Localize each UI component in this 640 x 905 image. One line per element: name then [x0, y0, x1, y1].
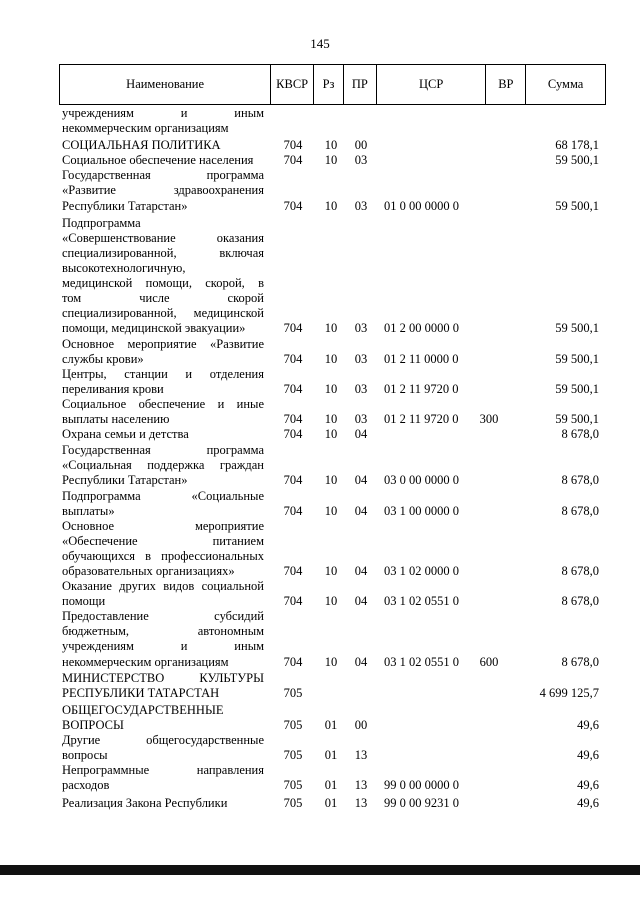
row-name-line: Республики Татарстан»	[62, 473, 188, 488]
cell-sum: 8 678,0	[561, 654, 599, 669]
cell-pr	[351, 686, 371, 700]
header-vr: ВР	[486, 65, 526, 104]
cell-pr: 04	[354, 503, 368, 518]
scan-edge-bar	[0, 865, 640, 875]
cell-kvsr: 704	[283, 503, 303, 518]
cell-sum: 8 678,0	[561, 427, 599, 442]
cell-pr	[351, 121, 371, 135]
row-name-line: высокотехнологичную,	[62, 260, 186, 275]
cell-vr	[478, 138, 500, 152]
cell-rz: 10	[324, 351, 338, 366]
cell-vr	[478, 594, 500, 608]
cell-csr: 01 2 00 0000 0	[384, 321, 459, 336]
row-name-line: Республики Татарстан»	[62, 198, 188, 213]
header-kvsr: КВСР	[271, 65, 314, 104]
row-name	[62, 106, 264, 136]
row-name	[62, 763, 264, 793]
cell-rz: 10	[324, 381, 338, 396]
page-number: 145	[310, 36, 330, 51]
row-name-line: ОБЩЕГОСУДАРСТВЕННЫЕ	[62, 702, 224, 717]
row-name	[62, 671, 264, 701]
row-name-line: помощи, медицинской эвакуации»	[62, 321, 246, 336]
cell-csr	[384, 138, 464, 152]
row-name-line: обучающихся в профессиональных	[62, 548, 264, 563]
row-name-line: Основное мероприятие «Развитие	[62, 336, 264, 351]
cell-kvsr: 704	[283, 198, 303, 213]
row-name	[62, 168, 264, 213]
cell-kvsr: 705	[283, 795, 303, 810]
cell-pr: 00	[354, 138, 368, 153]
row-name-line: Реализация Закона Республики	[62, 795, 228, 810]
cell-vr	[478, 121, 500, 135]
row-name-line: расходов	[62, 778, 110, 793]
cell-sum: 59 500,1	[555, 198, 599, 213]
cell-sum	[500, 121, 599, 135]
cell-pr: 03	[354, 381, 368, 396]
cell-rz: 10	[324, 138, 338, 153]
row-name-line: СОЦИАЛЬНАЯ ПОЛИТИКА	[62, 138, 221, 153]
row-name-line: том числе скорой	[62, 291, 264, 306]
row-name-line: вопросы	[62, 748, 108, 763]
cell-vr	[478, 321, 500, 335]
row-name-line: Непрограммные направления	[62, 763, 264, 778]
row-name	[62, 579, 264, 609]
cell-vr	[478, 427, 500, 441]
cell-vr	[478, 504, 500, 518]
row-name	[62, 153, 264, 168]
cell-kvsr: 704	[283, 321, 303, 336]
row-name	[62, 427, 264, 442]
row-name-line: РЕСПУБЛИКИ ТАТАРСТАН	[62, 685, 220, 700]
row-name-line: помощи	[62, 594, 106, 609]
row-name	[62, 489, 264, 519]
row-name	[62, 138, 264, 153]
row-name-line: «Обеспечение питанием	[62, 533, 264, 548]
cell-csr	[384, 427, 464, 441]
row-name-line: Социальное обеспечение и иные	[62, 396, 264, 411]
cell-rz: 10	[324, 198, 338, 213]
cell-vr	[478, 748, 500, 762]
row-name-line: Государственная программа	[62, 168, 264, 183]
cell-rz	[322, 121, 340, 135]
header-rz: Рз	[314, 65, 344, 104]
cell-csr	[384, 153, 464, 167]
cell-kvsr: 705	[283, 685, 303, 700]
row-name	[62, 367, 264, 397]
cell-sum: 49,6	[577, 778, 599, 793]
cell-csr: 03 1 02 0000 0	[384, 563, 459, 578]
row-name-line: Предоставление субсидий	[62, 609, 264, 624]
cell-vr: 300	[479, 411, 499, 426]
cell-kvsr: 704	[283, 594, 303, 609]
cell-kvsr: 704	[283, 427, 303, 442]
cell-kvsr: 705	[283, 717, 303, 732]
cell-sum: 4 699 125,7	[539, 685, 599, 700]
cell-rz: 01	[324, 795, 338, 810]
row-name	[62, 733, 264, 763]
cell-kvsr: 704	[283, 654, 303, 669]
row-name	[62, 519, 264, 579]
cell-kvsr	[281, 121, 305, 135]
row-name-line: Основное мероприятие	[62, 518, 264, 533]
cell-csr	[384, 748, 464, 762]
row-name-line: Подпрограмма «Социальные	[62, 488, 264, 503]
cell-pr: 03	[354, 321, 368, 336]
cell-csr: 03 0 00 0000 0	[384, 473, 459, 488]
cell-kvsr: 704	[283, 473, 303, 488]
header-pr: ПР	[344, 65, 377, 104]
cell-kvsr: 704	[283, 411, 303, 426]
cell-rz: 10	[324, 473, 338, 488]
cell-sum: 59 500,1	[555, 411, 599, 426]
cell-sum: 49,6	[577, 748, 599, 763]
cell-pr: 04	[354, 563, 368, 578]
row-name-line: специализированной, медицинской	[62, 306, 264, 321]
cell-rz: 10	[324, 427, 338, 442]
cell-sum: 49,6	[577, 717, 599, 732]
row-name-line: медицинской помощи, скорой, в	[62, 276, 264, 291]
cell-pr: 04	[354, 594, 368, 609]
header-name: Наименование	[60, 65, 271, 104]
cell-vr	[478, 199, 500, 213]
row-name-line: переливания крови	[62, 381, 164, 396]
cell-rz: 10	[324, 321, 338, 336]
cell-csr	[384, 121, 464, 135]
cell-kvsr: 705	[283, 778, 303, 793]
cell-pr: 04	[354, 654, 368, 669]
row-name-line: Другие общегосударственные	[62, 733, 264, 748]
row-name	[62, 337, 264, 367]
cell-pr: 03	[354, 351, 368, 366]
row-name-line: Государственная программа	[62, 443, 264, 458]
table-header	[59, 64, 606, 105]
row-name-line: образовательных организациях»	[62, 563, 235, 578]
row-name-line: выплаты»	[62, 503, 115, 518]
cell-kvsr: 704	[283, 351, 303, 366]
cell-rz: 10	[324, 654, 338, 669]
header-sum: Сумма	[547, 77, 584, 91]
cell-rz	[322, 686, 340, 700]
cell-sum: 8 678,0	[561, 563, 599, 578]
row-name-line: ВОПРОСЫ	[62, 717, 124, 732]
row-name	[62, 609, 264, 669]
cell-sum: 59 500,1	[555, 351, 599, 366]
row-name-line: Оказание других видов социальной	[62, 579, 264, 594]
cell-pr: 00	[354, 717, 368, 732]
cell-rz: 01	[324, 748, 338, 763]
cell-pr: 13	[354, 778, 368, 793]
cell-vr	[478, 382, 500, 396]
row-name-line: учреждениям и иным	[62, 639, 264, 654]
cell-sum: 8 678,0	[561, 503, 599, 518]
cell-vr	[478, 153, 500, 167]
row-name-line: некоммерческим организациям	[62, 654, 229, 669]
cell-csr: 03 1 02 0551 0	[384, 654, 459, 669]
cell-csr: 99 0 00 9231 0	[384, 795, 459, 810]
header-csr: ЦСР	[377, 65, 487, 104]
row-name	[62, 216, 264, 337]
cell-sum: 59 500,1	[555, 321, 599, 336]
cell-sum: 8 678,0	[561, 473, 599, 488]
row-name	[62, 397, 264, 427]
cell-sum: 59 500,1	[555, 381, 599, 396]
cell-csr: 01 0 00 0000 0	[384, 198, 459, 213]
row-name-line: Центры, станции и отделения	[62, 366, 264, 381]
cell-rz: 10	[324, 503, 338, 518]
row-name-line: учреждениям и иным	[62, 106, 264, 120]
cell-csr: 01 2 11 0000 0	[384, 351, 459, 366]
cell-vr	[478, 796, 500, 810]
row-name-line: специализированной, включая	[62, 245, 264, 260]
cell-vr	[478, 352, 500, 366]
cell-rz: 01	[324, 778, 338, 793]
cell-csr: 03 1 02 0551 0	[384, 594, 459, 609]
row-name	[62, 703, 264, 733]
cell-kvsr: 705	[283, 748, 303, 763]
cell-sum: 68 178,1	[555, 138, 599, 153]
cell-rz: 10	[324, 153, 338, 168]
cell-csr	[384, 718, 464, 732]
row-name-line: Социальное обеспечение населения	[62, 153, 254, 168]
cell-csr: 01 2 11 9720 0	[384, 411, 459, 426]
cell-vr	[478, 686, 500, 700]
cell-kvsr: 704	[283, 563, 303, 578]
cell-pr: 03	[354, 198, 368, 213]
row-name-line: бюджетным, автономным	[62, 624, 264, 639]
cell-pr: 04	[354, 427, 368, 442]
row-name-line: Подпрограмма	[62, 215, 141, 230]
cell-rz: 10	[324, 594, 338, 609]
cell-vr	[478, 564, 500, 578]
row-name-line: «Социальная поддержка граждан	[62, 458, 264, 473]
cell-kvsr: 704	[283, 153, 303, 168]
cell-pr: 13	[354, 748, 368, 763]
cell-pr: 13	[354, 795, 368, 810]
cell-pr: 04	[354, 473, 368, 488]
row-name-line: некоммерческим организациям	[62, 121, 229, 136]
cell-kvsr: 704	[283, 138, 303, 153]
cell-csr: 03 1 00 0000 0	[384, 503, 459, 518]
cell-sum: 59 500,1	[555, 153, 599, 168]
row-name-line: МИНИСТЕРСТВО КУЛЬТУРЫ	[62, 670, 264, 685]
cell-vr	[478, 778, 500, 792]
row-name-line: «Развитие здравоохранения	[62, 183, 264, 198]
row-name-line: выплаты населению	[62, 411, 170, 426]
cell-sum: 8 678,0	[561, 594, 599, 609]
row-name-line: Охрана семьи и детства	[62, 427, 189, 442]
row-name-line: «Совершенствование оказания	[62, 230, 264, 245]
cell-rz: 10	[324, 411, 338, 426]
cell-kvsr: 704	[283, 381, 303, 396]
cell-pr: 03	[354, 153, 368, 168]
cell-pr: 03	[354, 411, 368, 426]
cell-csr: 01 2 11 9720 0	[384, 381, 459, 396]
row-name	[62, 443, 264, 488]
cell-rz: 10	[324, 563, 338, 578]
cell-vr	[478, 473, 500, 487]
cell-vr: 600	[479, 654, 499, 669]
cell-sum: 49,6	[577, 795, 599, 810]
cell-csr: 99 0 00 0000 0	[384, 778, 459, 793]
row-name	[62, 796, 264, 811]
row-name-line: службы крови»	[62, 351, 144, 366]
cell-rz: 01	[324, 717, 338, 732]
cell-vr	[478, 718, 500, 732]
cell-csr	[384, 686, 464, 700]
